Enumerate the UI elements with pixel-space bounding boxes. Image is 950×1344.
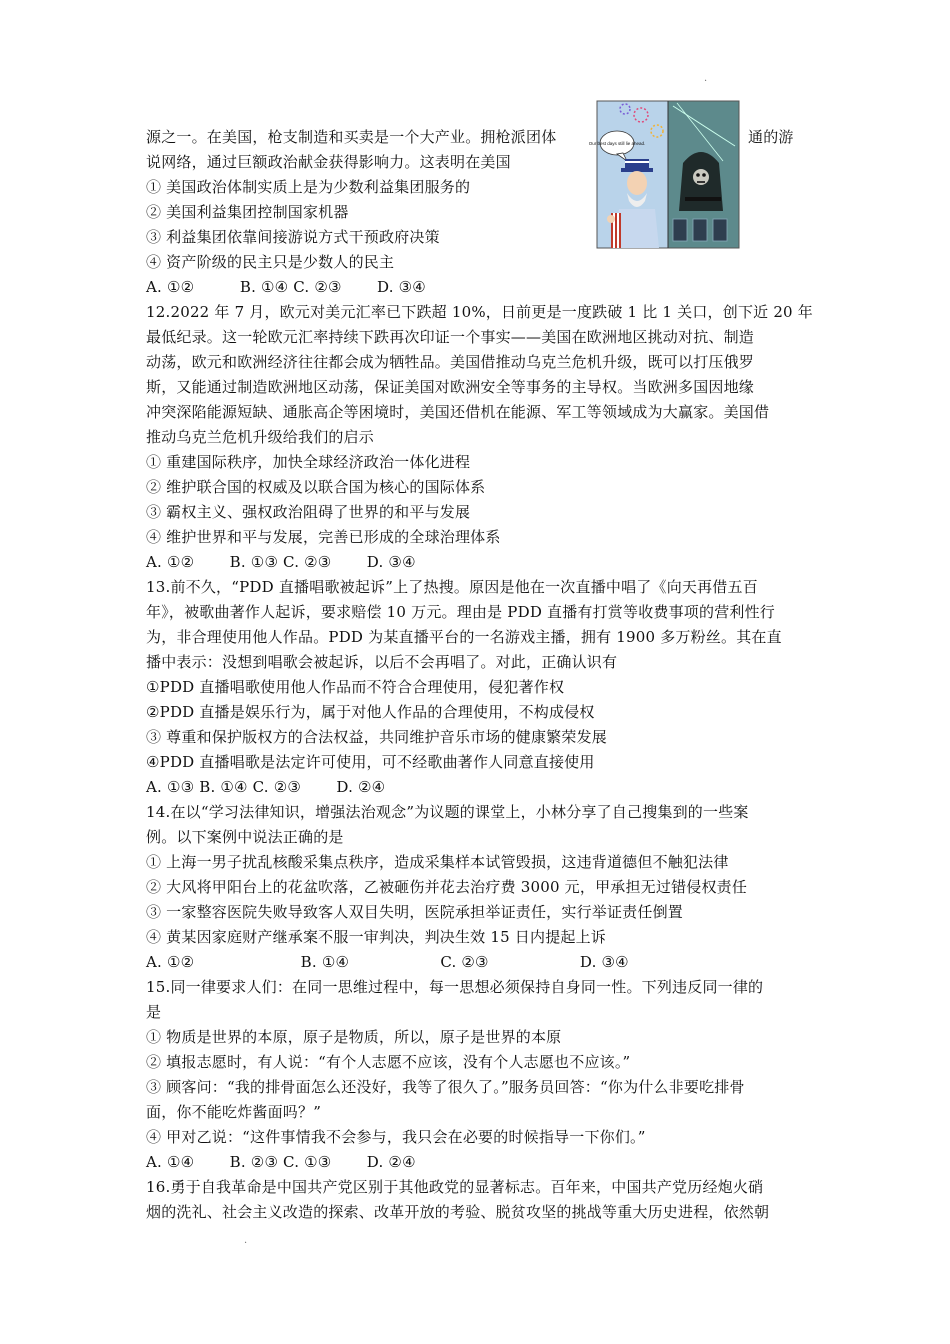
text-line: ② 维护联合国的权威及以联合国为核心的国际体系 (146, 478, 486, 496)
question-16: 16.勇于自我革命是中国共产党区别于其他政党的显著标志。百年来，中国共产党历经炮火硝 (146, 1178, 764, 1196)
stray-mark: · (704, 76, 708, 87)
text-line: ③ 一家整容医院失败导致客人双目失明，医院承担举证责任，实行举证责任倒置 (146, 903, 683, 921)
text-line: ④PDD 直播唱歌是法定许可使用，可不经歌曲著作人同意直接使用 (146, 753, 595, 771)
text-line: ④ 资产阶级的民主只是少数人的民主 (146, 253, 395, 271)
text-line: ② 美国利益集团控制国家机器 (146, 203, 349, 221)
question-14: 14.在以“学习法律知识，增强法治观念”为议题的课堂上，小林分享了自己搜集到的一些案 (146, 803, 749, 821)
stray-mark: · (244, 1238, 248, 1249)
text-line: 最低纪录。这一轮欧元汇率持续下跌再次印证一个事实——美国在欧洲地区挑动对抗、制造 (146, 328, 755, 346)
question-13: 13.前不久，“PDD 直播唱歌被起诉”上了热搜。原因是他在一次直播中唱了《向天再借五百 (146, 578, 758, 596)
text-line: ① 物质是世界的本原，原子是物质，所以，原子是世界的本原 (146, 1028, 562, 1046)
text-line: ④ 黄某因家庭财产继承案不服一审判决，判决生效 15 日内提起上诉 (146, 928, 606, 946)
text-line: ① 美国政治体制实质上是为少数利益集团服务的 (146, 178, 471, 196)
text-line: 面，你不能吃炸酱面吗？” (146, 1103, 322, 1121)
question-15: 15.同一律要求人们：在同一思维过程中，每一思想必须保持自身同一性。下列违反同一律的 (146, 978, 764, 996)
text-line: 烟的洗礼、社会主义改造的探索、改革开放的考验、脱贫攻坚的挑战等重大历史进程，依然朝 (146, 1203, 770, 1221)
political-cartoon-image (588, 101, 739, 248)
text-line: ③ 利益集团依靠间接游说方式干预政府决策 (146, 228, 440, 246)
text-line: 推动乌克兰危机升级给我们的启示 (146, 428, 375, 446)
text-line: 年》，被歌曲著作人起诉，要求赔偿 10 万元。理由是 PDD 直播有打赏等收费事项的营利性行 (146, 603, 776, 621)
text-line: 例。以下案例中说法正确的是 (146, 828, 344, 846)
text-line: ① 上海一男子扰乱核酸采集点秩序，造成采集样本试管毁损，这违背道德但不触犯法律 (146, 853, 729, 871)
text-line: 为，非合理使用他人作品。PDD 为某直播平台的一名游戏主播，拥有 1900 多万粉丝。其在直 (146, 628, 782, 646)
text-line: 是 (146, 1003, 162, 1021)
text-line: ①PDD 直播唱歌使用他人作品而不符合合理使用，侵犯著作权 (146, 678, 565, 696)
answer-options: A. ①② B. ①③ C. ②③ D. ③④ (146, 553, 416, 571)
text-line: 源之一。在美国，枪支制造和买卖是一个大产业。拥枪派团体 (146, 128, 557, 146)
answer-options: A. ①② B. ①④ C. ②③ D. ③④ (146, 278, 426, 296)
text-line: ③ 顾客问：“我的排骨面怎么还没好，我等了很久了。”服务员回答：“你为什么非要吃排骨 (146, 1078, 745, 1096)
text-line: ② 填报志愿时，有人说：“有个人志愿不应该，没有个人志愿也不应该。” (146, 1053, 631, 1071)
text-line: 动荡，欧元和欧洲经济往往都会成为牺牲品。美国借推动乌克兰危机升级，既可以打压俄罗 (146, 353, 755, 371)
text-line: 说网络，通过巨额政治献金获得影响力。这表明在美国 (146, 153, 511, 171)
text-line: ① 重建国际秩序，加快全球经济政治一体化进程 (146, 453, 471, 471)
text-line: 通的游 (748, 128, 794, 146)
text-line: 斯，又能通过制造欧洲地区动荡，保证美国对欧洲安全等事务的主导权。当欧洲多国因地缘 (146, 378, 755, 396)
text-line: ② 大风将甲阳台上的花盆吹落，乙被砸伤并花去治疗费 3000 元，甲承担无过错侵权责任 (146, 878, 748, 896)
answer-options: A. ①④ B. ②③ C. ①③ D. ②④ (146, 1153, 416, 1171)
text-line: 冲突深陷能源短缺、通胀高企等困境时，美国还借机在能源、军工等领域成为大赢家。美国借 (146, 403, 770, 421)
question-12: 12.2022 年 7 月，欧元对美元汇率已下跌超 10%，日前更是一度跌破 1 比 1 关口，创下近 20 年 (146, 303, 813, 321)
text-line: ④ 甲对乙说：“这件事情我不会参与，我只会在必要的时候指导一下你们。” (146, 1128, 646, 1146)
text-line: ③ 尊重和保护版权方的合法权益，共同维护音乐市场的健康繁荣发展 (146, 728, 607, 746)
text-line: ③ 霸权主义、强权政治阻碍了世界的和平与发展 (146, 503, 471, 521)
text-line: ②PDD 直播是娱乐行为，属于对他人作品的合理使用，不构成侵权 (146, 703, 595, 721)
text-line: ④ 维护世界和平与发展，完善已形成的全球治理体系 (146, 528, 501, 546)
text-line: 播中表示：没想到唱歌会被起诉，以后不会再唱了。对此，正确认识有 (146, 653, 618, 671)
answer-options: A. ①③ B. ①④ C. ②③ D. ②④ (146, 778, 386, 796)
cartoon-speech-bubble: Our best days still lie ahead. (588, 141, 646, 146)
answer-options: A. ①② B. ①④ C. ②③ D. ③④ (146, 953, 629, 971)
